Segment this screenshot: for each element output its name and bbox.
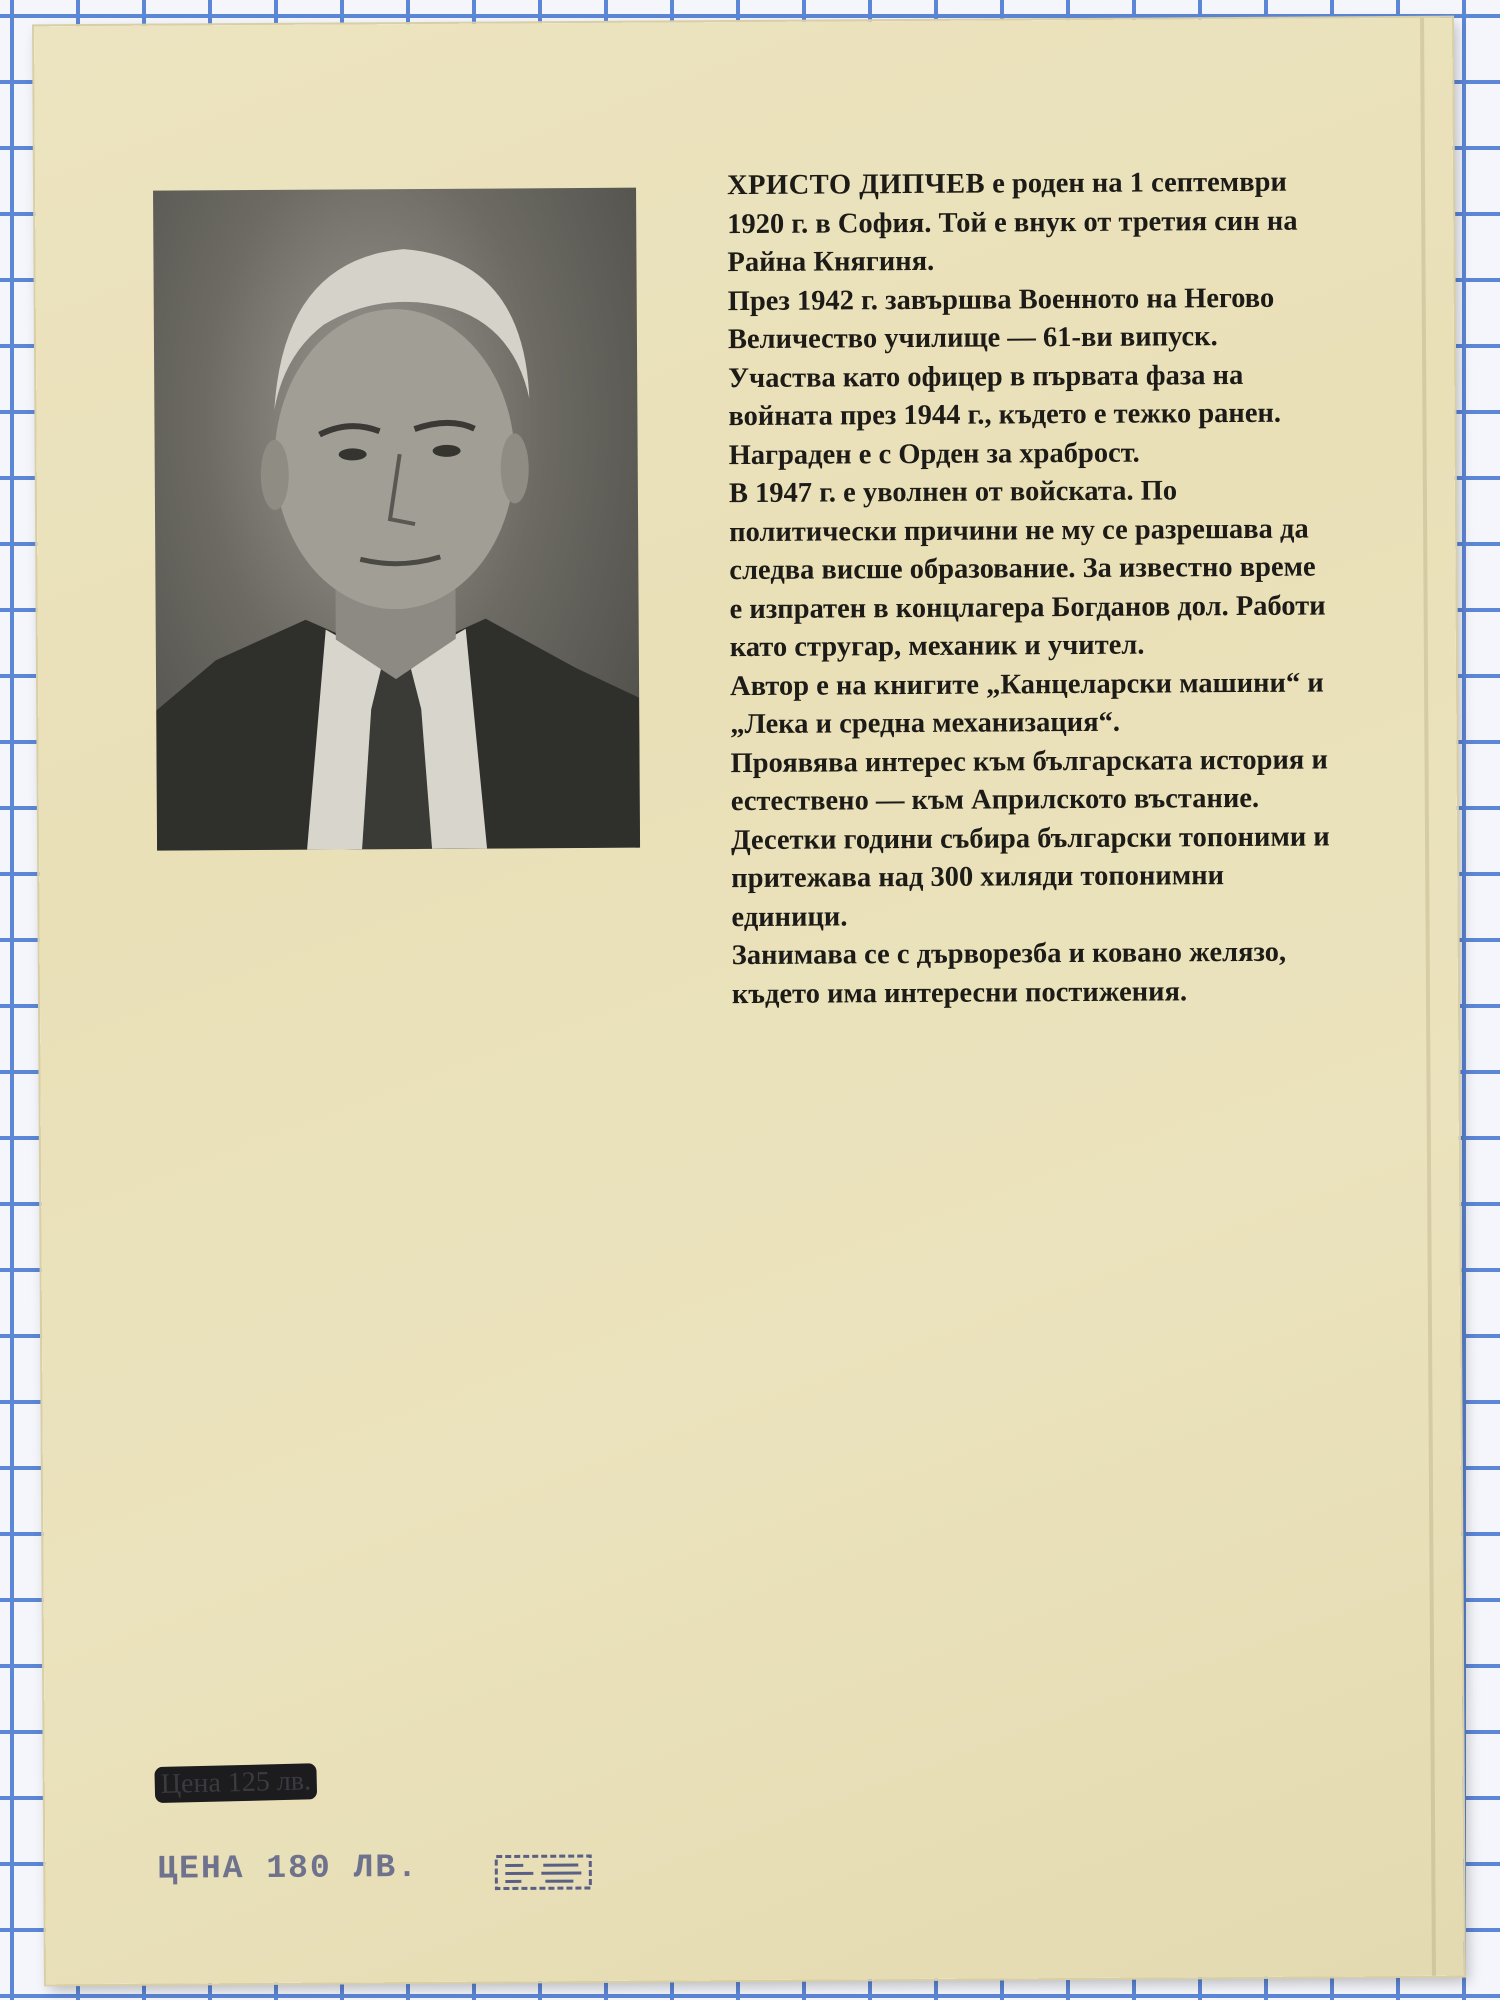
bio-paragraph-intro bbox=[727, 163, 1328, 282]
bio-paragraph: През 1942 г. завършва Военното на Негово Величество училище — 61-ви випуск. Участва като офицер в първата фаза на войната през 1944 г., където е тежко ранен. Награден е с Орден за храброст. bbox=[727, 282, 1282, 471]
author-portrait bbox=[153, 188, 640, 851]
bio-paragraph: В 1947 г. е уволнен от войската. По политически причини не му се разрешава да следва висше образование. За известно време е изпратен в концлагера Богданов дол. Работи като стругар, механик и учител. bbox=[728, 475, 1326, 664]
portrait-drawing bbox=[153, 188, 640, 851]
author-name: ХРИСТО ДИПЧЕВ bbox=[726, 168, 986, 202]
price-stamp: ЦЕНА 180 ЛВ. bbox=[157, 1849, 420, 1888]
price-label-crossed-out: Цена 125 лв. bbox=[154, 1763, 317, 1803]
bio-paragraph-1-text: е роден на 1 септември 1920 г. в София. Той е внук от третия син на Райна Княгиня. bbox=[727, 166, 1298, 279]
book-back-cover bbox=[34, 18, 1464, 1985]
bio-paragraph: Занимава се с дърворезба и ковано желязо, където има интересни постижения. bbox=[731, 936, 1287, 1010]
bio-paragraph: Автор е на книгите „Канцеларски машини“ и „Лека и средна механизация“. bbox=[729, 666, 1324, 741]
author-biography bbox=[727, 163, 1332, 1014]
bio-paragraph: Проявява интерес към българската история и естествено — към Априлското въстание. Десетки години събира български топоними и притежава над 300 хиляди топонимни единици. bbox=[730, 743, 1330, 933]
ink-stamp-mark bbox=[493, 1853, 593, 1892]
